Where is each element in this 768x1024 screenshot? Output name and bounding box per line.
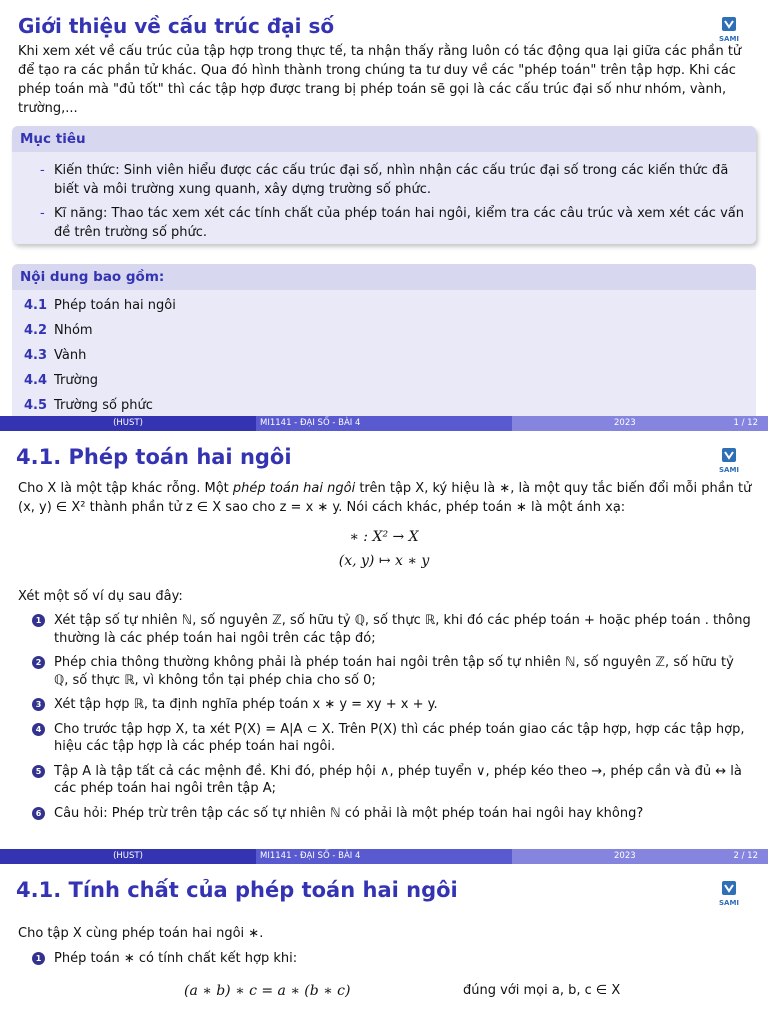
number-badge-icon: 2 <box>32 656 45 669</box>
footer-course: MI1141 - ĐẠI SỐ - BÀI 4 <box>256 849 512 864</box>
contents-block-title: Nội dung bao gồm: <box>12 264 756 290</box>
properties-list <box>32 950 752 975</box>
footer-page-number: 1 / 12 <box>733 418 758 428</box>
properties-intro: Cho tập X cùng phép toán hai ngôi ∗. <box>18 926 264 941</box>
associativity-formula: (a ∗ b) ∗ c = a ∗ (b ∗ c) <box>184 983 351 999</box>
number-badge-icon: 4 <box>32 723 45 736</box>
list-item: 3 Xét tập hợp ℝ, ta định nghĩa phép toán x ∗ y = xy + x + y. <box>32 696 752 714</box>
examples-intro: Xét một số ví dụ sau đây: <box>18 589 183 604</box>
list-item: 2 Phép chia thông thường không phải là phép toán hai ngôi trên tập số tự nhiên ℕ, số nguyên ℤ, số hữu tỷ ℚ, số thực ℝ, vì không tồn tại phép chia cho số 0; <box>32 654 752 689</box>
formula-mapping: ∗ : X² → X <box>349 529 419 545</box>
toc-item[interactable]: 4.5 Trường số phức <box>24 398 153 413</box>
slide-footer <box>0 416 768 431</box>
number-badge-icon: 1 <box>32 614 45 627</box>
slide-title: 4.1. Tính chất của phép toán hai ngôi <box>16 878 458 902</box>
sami-logo-icon <box>718 16 740 44</box>
slide-1 <box>0 0 768 431</box>
definition-paragraph: Cho X là một tập khác rỗng. Một phép toán hai ngôi trên tập X, ký hiệu là ∗, là một quy tắc biến đổi mỗi phần tử (x, y) ∈ X² thành phần tử z ∈ X sao cho z = x ∗ y. Nói cách khác, phép toán ∗ là một ánh xạ: <box>18 481 752 515</box>
list-item: 1 Phép toán ∗ có tính chất kết hợp khi: <box>32 950 752 968</box>
intro-paragraph: Khi xem xét về cấu trúc của tập hợp trong thực tế, ta nhận thấy rằng luôn có tác động qua lại giữa các phần tử để tạo ra các phần tử khác. Qua đó hình thành trong chúng ta tư duy về các "phép toán" trên tập hợp. Khi các phép toán mà "đủ tốt" thì các tập hợp được trang bị phép toán sẽ gọi là các cấu trúc đại số như nhóm, vành, trường,... <box>18 44 742 116</box>
sami-logo-icon <box>718 447 740 475</box>
footer-institution: (HUST) <box>0 416 256 431</box>
svg-text:SAMI: SAMI <box>718 35 740 43</box>
slide-footer <box>0 849 768 864</box>
footer-year: 2023 <box>614 851 636 861</box>
number-badge-icon: 1 <box>32 952 45 965</box>
toc-item[interactable]: 4.1 Phép toán hai ngôi <box>24 298 176 313</box>
goals-block-title: Mục tiêu <box>12 126 756 152</box>
slide-2 <box>0 431 768 864</box>
toc-item[interactable]: 4.4 Trường <box>24 373 99 388</box>
slide-title: Giới thiệu về cấu trúc đại số <box>18 14 335 38</box>
examples-list <box>32 612 752 829</box>
footer-course: MI1141 - ĐẠI SỐ - BÀI 4 <box>256 416 512 431</box>
slide-title: 4.1. Phép toán hai ngôi <box>16 445 292 469</box>
sami-logo-icon <box>718 880 740 908</box>
list-item: 5 Tập A là tập tất cả các mệnh đề. Khi đó, phép hội ∧, phép tuyển ∨, phép kéo theo →, phép cần và đủ ↔ là các phép toán hai ngôi trên tập A; <box>32 763 752 798</box>
number-badge-icon: 5 <box>32 765 45 778</box>
number-badge-icon: 3 <box>32 698 45 711</box>
dash-bullet-icon: - <box>40 206 45 221</box>
svg-text:SAMI: SAMI <box>718 466 740 474</box>
goals-block <box>12 126 756 244</box>
list-item: 1 Xét tập số tự nhiên ℕ, số nguyên ℤ, số hữu tỷ ℚ, số thực ℝ, khi đó các phép toán + hoặc phép toán . thông thường là các phép toán hai ngôi trên các tập đó; <box>32 612 752 647</box>
goal-item: - Kĩ năng: Thao tác xem xét các tính chất của phép toán hai ngôi, kiểm tra các câu trúc và xem xét các vấn đề trên trường số phức. <box>40 206 744 240</box>
toc-item[interactable]: 4.2 Nhóm <box>24 323 93 338</box>
formula-rule: (x, y) ↦ x ∗ y <box>338 553 430 569</box>
list-item: 4 Cho trước tập hợp X, ta xét P(X) = A|A ⊂ X. Trên P(X) thì các phép toán giao các tập hợp, hợp các tập hợp, hiệu các tập hợp là các phép toán hai ngôi. <box>32 721 752 756</box>
dash-bullet-icon: - <box>40 163 45 178</box>
list-item: 6 Câu hỏi: Phép trừ trên tập các số tự nhiên ℕ có phải là một phép toán hai ngôi hay không? <box>32 805 752 823</box>
footer-institution: (HUST) <box>0 849 256 864</box>
footer-page-number: 2 / 12 <box>733 851 758 861</box>
goal-item: - Kiến thức: Sinh viên hiểu được các cấu trúc đại số, nhìn nhận các cấu trúc đại số trong các kiến thức đã biết và môi trường xung quanh, xây dựng trường số phức. <box>40 163 729 197</box>
footer-year: 2023 <box>614 418 636 428</box>
toc-item[interactable]: 4.3 Vành <box>24 348 87 363</box>
contents-block <box>12 264 756 424</box>
slide-3 <box>0 864 768 1024</box>
number-badge-icon: 6 <box>32 807 45 820</box>
svg-text:SAMI: SAMI <box>718 899 740 907</box>
associativity-condition: đúng với mọi a, b, c ∈ X <box>463 983 621 998</box>
